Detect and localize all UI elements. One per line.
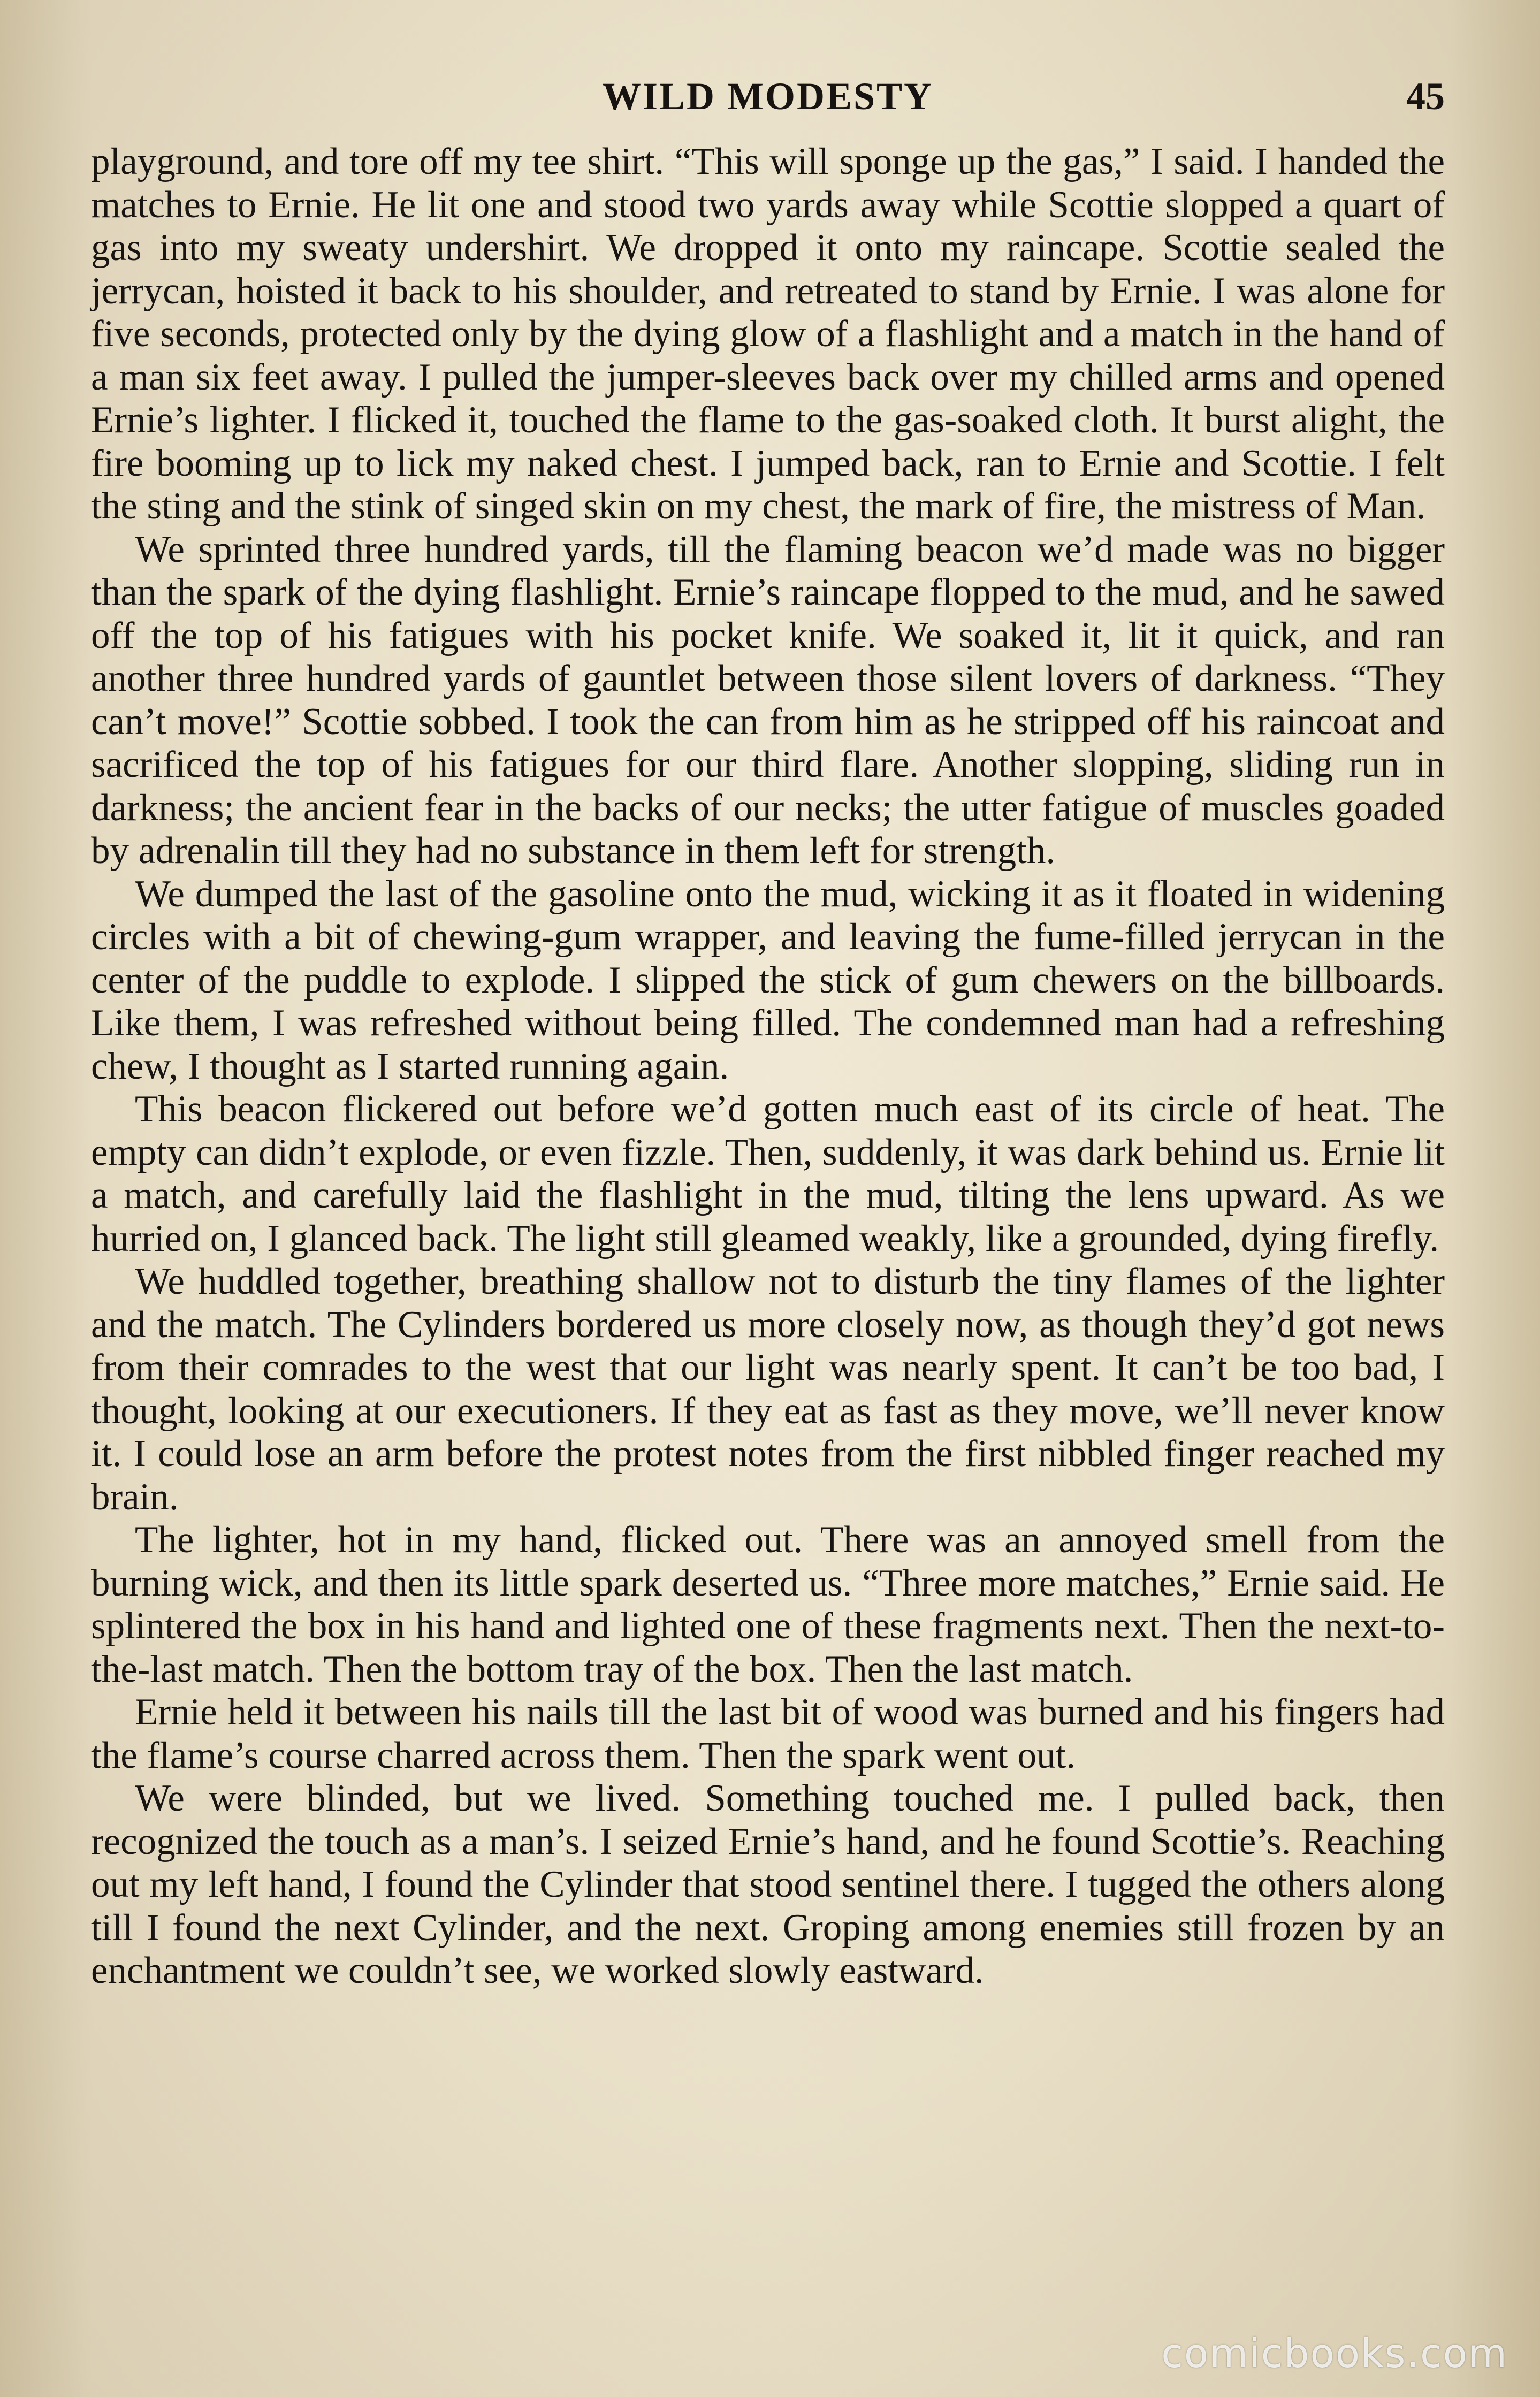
paragraph-6: The lighter, hot in my hand, flicked out. There was an annoyed smell from the burning wick, and then its little spark deserted us. “Three more matches,” Ernie said. He splintered the box in his hand and lighted one of these fragments next. Then the next-to-the-last match. Then the bottom tray of the box. Then the last match. [91, 1519, 1445, 1690]
paragraph-7: Ernie held it between his nails till the last bit of wood was burned and his fingers had the flame’s course charred across them. Then the spark went out. [91, 1691, 1445, 1776]
paragraph-5: We huddled together, breathing shallow not to disturb the tiny flames of the lighter and the match. The Cylinders bordered us more closely now, as though they’d got news from their comrades to the west that our light was nearly spent. It can’t be too bad, I thought, looking at our executioners. If they eat as fast as they move, we’ll never know it. I could lose an arm before the protest notes from the first nibbled finger reached my brain. [91, 1261, 1445, 1518]
watermark: comicbooks.com [1161, 2331, 1508, 2377]
page-number: 45 [1406, 75, 1445, 118]
body-text [91, 140, 1445, 1993]
paragraph-8: We were blinded, but we lived. Something touched me. I pulled back, then recognized the touch as a man’s. I seized Ernie’s hand, and he found Scottie’s. Reaching out my left hand, I found the Cylinder that stood sentinel there. I tugged the others along till I found the next Cylinder, and the next. Groping among enemies still frozen by an enchantment we couldn’t see, we worked slowly eastward. [91, 1777, 1445, 1991]
paragraph-2: We sprinted three hundred yards, till the flaming beacon we’d made was no bigger than the spark of the dying flashlight. Ernie’s raincape flopped to the mud, and he sawed off the top of his fatigues with his pocket knife. We soaked it, lit it quick, and ran another three hundred yards of gauntlet between those silent lovers of darkness. “They can’t move!” Scottie sobbed. I took the can from him as he stripped off his raincoat and sacrificed the top of his fatigues for our third flare. Another slopping, sliding run in darkness; the ancient fear in the backs of our necks; the utter fatigue of muscles goaded by adrenalin till they had no substance in them left for strength. [91, 528, 1445, 872]
running-title: WILD MODESTY [602, 75, 934, 118]
paragraph-3: We dumped the last of the gasoline onto the mud, wicking it as it floated in widening circles with a bit of chewing-gum wrapper, and leaving the fume-filled jerrycan in the center of the puddle to explode. I slipped the stick of gum chewers on the billboards. Like them, I was refreshed without being filled. The condemned man had a refreshing chew, I thought as I started running again. [91, 873, 1445, 1087]
page-header [91, 75, 1445, 118]
paragraph-1: playground, and tore off my tee shirt. “This will sponge up the gas,” I said. I handed the matches to Ernie. He lit one and stood two yards away while Scottie slopped a quart of gas into my sweaty undershirt. We dropped it onto my raincape. Scottie sealed the jerrycan, hoisted it back to his shoulder, and retreated to stand by Ernie. I was alone for five seconds, protected only by the dying glow of a flashlight and a match in the hand of a man six feet away. I pulled the jumper-sleeves back over my chilled arms and opened Ernie’s lighter. I flicked it, touched the flame to the gas-soaked cloth. It burst alight, the fire booming up to lick my naked chest. I jumped back, ran to Ernie and Scottie. I felt the sting and the stink of singed skin on my chest, the mark of fire, the mistress of Man. [91, 141, 1445, 527]
paragraph-4: This beacon flickered out before we’d gotten much east of its circle of heat. The empty can didn’t explode, or even fizzle. Then, suddenly, it was dark behind us. Ernie lit a match, and carefully laid the flashlight in the mud, tilting the lens upward. As we hurried on, I glanced back. The light still gleamed weakly, like a grounded, dying firefly. [91, 1088, 1445, 1259]
